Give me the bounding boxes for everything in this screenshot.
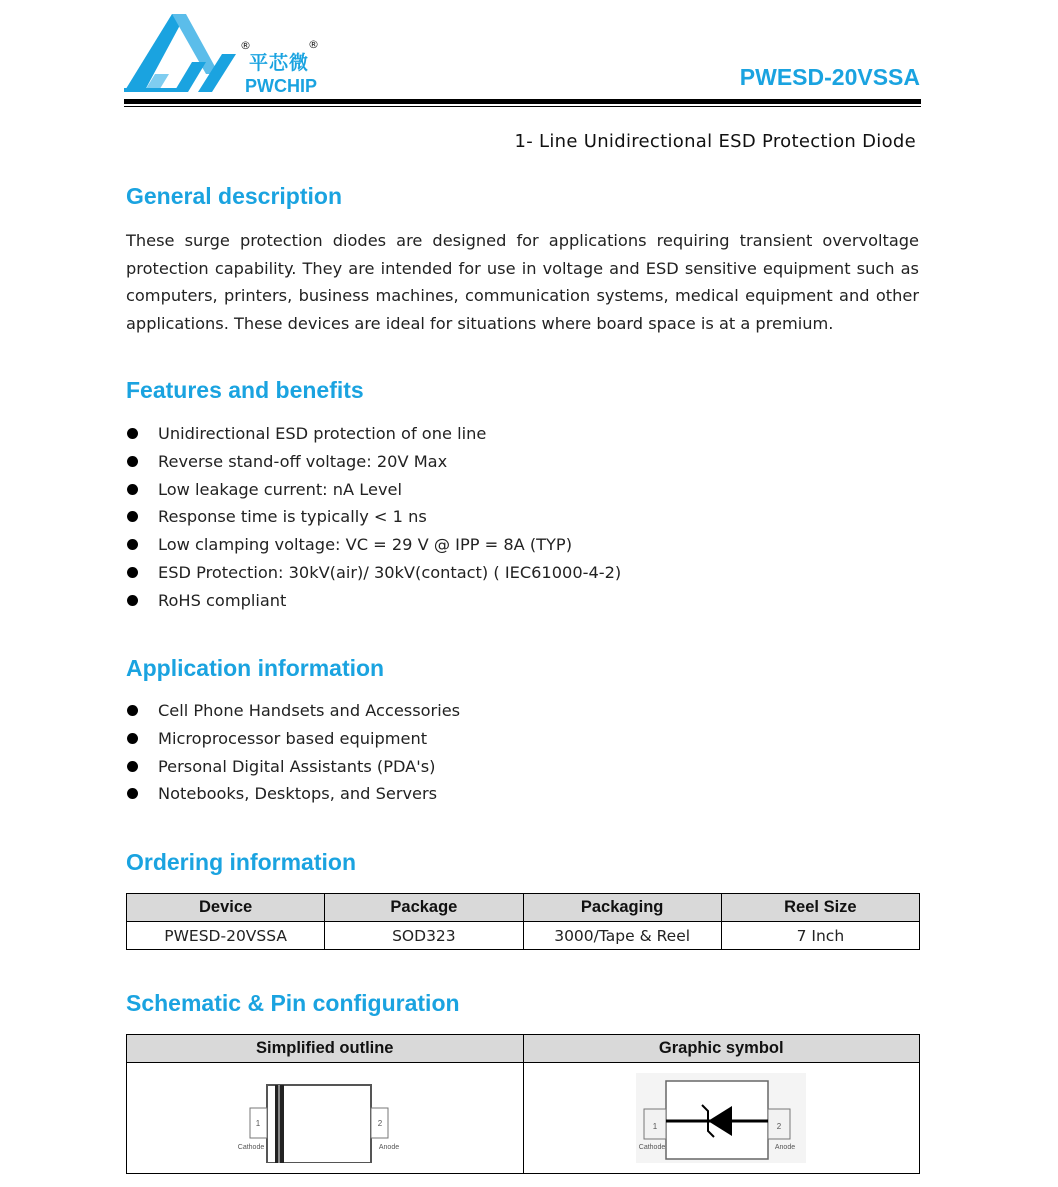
column-header-device: Device (127, 894, 325, 922)
pin2-label: Anode (775, 1144, 796, 1151)
bullet-icon (127, 733, 138, 744)
bullet-icon (127, 484, 138, 495)
pin1-label: Cathode (237, 1144, 264, 1151)
part-number: PWESD-20VSSA (739, 64, 920, 90)
cell-packaging: 3000/Tape & Reel (523, 922, 721, 950)
section-heading-general-description: General description (126, 183, 343, 209)
section-heading-ordering: Ordering information (126, 849, 356, 875)
pin2-number: 2 (377, 1119, 382, 1128)
list-item (126, 587, 621, 615)
pin1-number: 1 (255, 1119, 260, 1128)
column-header-packaging: Packaging (523, 894, 721, 922)
logo-chinese-name: 平芯微 (249, 52, 310, 74)
bullet-icon (127, 456, 138, 467)
list-item-text: Unidirectional ESD protection of one line (158, 424, 487, 443)
list-item-text: ESD Protection: 30kV(air)/ 30kV(contact) ( IEC61000-4-2) (158, 562, 622, 582)
package-outline-icon (235, 1073, 415, 1163)
list-item-text: Low clamping voltage: VC = 29 V @ IPP = 8A (TYP) (158, 535, 573, 555)
applications-list (126, 697, 460, 808)
bullet-icon (127, 595, 138, 606)
bullet-icon (127, 511, 138, 522)
table-row (127, 922, 920, 950)
general-description-text: These surge protection diodes are designed for applications requiring transient overvoltage protection capability. They are intended for use in voltage and ESD sensitive equipment such as computers, printers, business machines, communication systems, medical equipment and other applications. These devices are ideal for situations where board space is at a premium. (126, 231, 919, 334)
list-item-text: Microprocessor based equipment (158, 728, 428, 748)
table-row (127, 1063, 920, 1174)
cell-device: PWESD-20VSSA (127, 922, 325, 950)
list-item-text: RoHS compliant (158, 590, 287, 610)
bullet-icon (127, 567, 138, 578)
logo-english-name: PWCHIP (245, 76, 317, 96)
column-header-simplified-outline: Simplified outline (127, 1035, 524, 1063)
list-item-text: Low leakage current: nA Level (158, 479, 402, 499)
tvs-diode-symbol-icon (636, 1073, 806, 1163)
list-item-text: Response time is typically < 1 ns (158, 507, 427, 527)
section-heading-applications: Application information (126, 655, 385, 681)
pin2-label: Anode (378, 1144, 399, 1151)
column-header-reel-size: Reel Size (721, 894, 919, 922)
pin2-number: 2 (777, 1122, 782, 1131)
table-header-row (127, 894, 920, 922)
logo-mark-icon (124, 12, 244, 98)
bullet-icon (127, 761, 138, 772)
list-item (126, 780, 460, 808)
schematic-table (126, 1034, 920, 1174)
ordering-table (126, 893, 920, 950)
section-heading-features: Features and benefits (126, 377, 364, 403)
pin1-label: Cathode (639, 1144, 666, 1151)
list-item-text: Reverse stand-off voltage: 20V Max (158, 451, 448, 471)
document-subtitle: 1- Line Unidirectional ESD Protection Diode (514, 131, 916, 152)
header-divider-thin (124, 106, 921, 107)
list-item (126, 476, 621, 504)
table-header-row (127, 1035, 920, 1063)
bullet-icon (127, 705, 138, 716)
column-header-package: Package (325, 894, 523, 922)
features-list (126, 420, 621, 615)
registered-mark: ® (308, 38, 319, 51)
header-divider (124, 99, 921, 104)
bullet-icon (127, 788, 138, 799)
cell-reel-size: 7 Inch (721, 922, 919, 950)
registered-mark: ® (240, 39, 251, 52)
simplified-outline-cell (127, 1063, 524, 1174)
list-item (126, 420, 621, 448)
column-header-graphic-symbol: Graphic symbol (523, 1035, 920, 1063)
list-item (126, 503, 621, 531)
bullet-icon (127, 428, 138, 439)
pin1-number: 1 (653, 1122, 658, 1131)
cell-package: SOD323 (325, 922, 523, 950)
list-item-text: Cell Phone Handsets and Accessories (158, 701, 461, 720)
list-item (126, 725, 460, 753)
list-item (126, 559, 621, 587)
section-heading-schematic: Schematic & Pin configuration (126, 990, 460, 1016)
bullet-icon (127, 539, 138, 550)
list-item-text: Personal Digital Assistants (PDA's) (158, 756, 436, 776)
list-item (126, 448, 621, 476)
graphic-symbol-cell (523, 1063, 920, 1174)
list-item (126, 753, 460, 781)
list-item (126, 531, 621, 559)
list-item (126, 697, 460, 725)
list-item-text: Notebooks, Desktops, and Servers (158, 784, 438, 804)
